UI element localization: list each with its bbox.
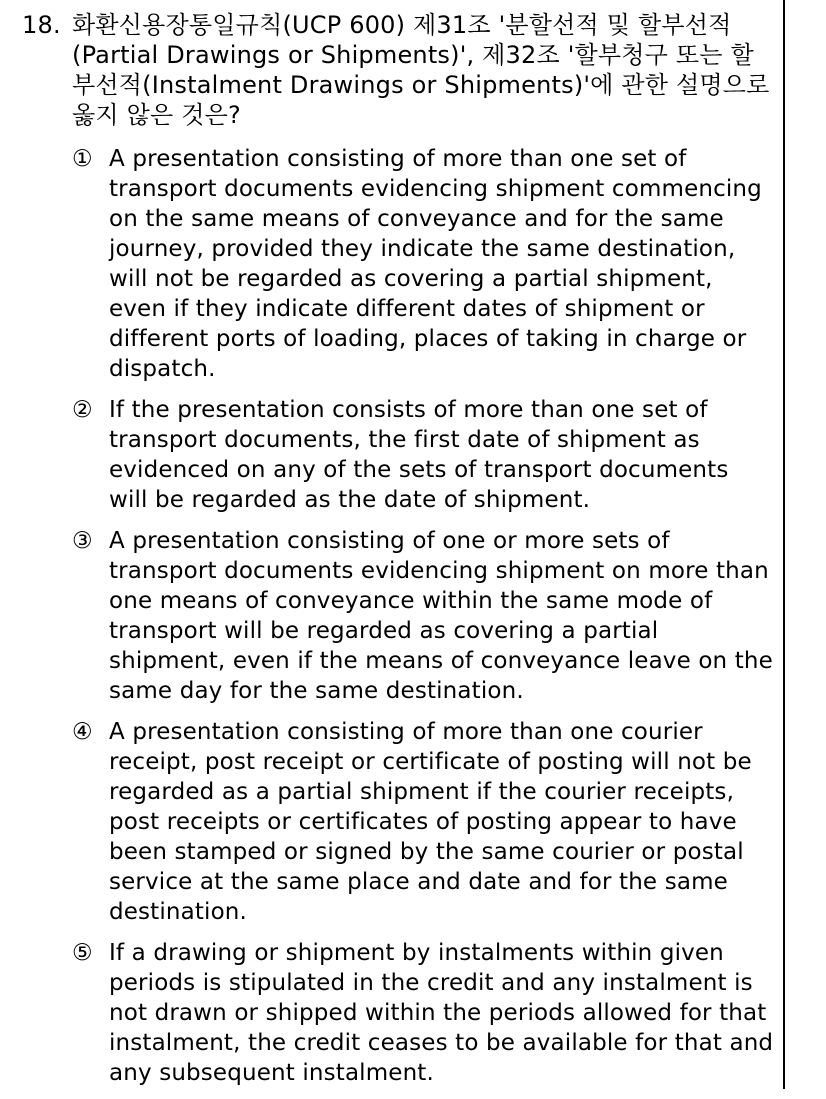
answer-options (22, 144, 774, 1088)
option-number-3: ③ (72, 528, 93, 554)
question-stem (22, 10, 774, 130)
option-text-3: A presentation consisting of one or more sets of transport documents evidencing shipment on more than one means of conveyance within the same mode of transport will be regarded as covering a partial shipment, even if the means of conveyance leave on the same day for the same destination. (109, 528, 773, 704)
answer-option-4[interactable] (72, 717, 774, 927)
option-number-1: ① (72, 146, 93, 172)
question-text: 화환신용장통일규칙(UCP 600) 제31조 '분할선적 및 할부선적(Partial Drawings or Shipments)', 제32조 '할부청구 또는 할부선적(Instalment Drawings or Shipments)'에 관한 설명으로 옳지 않은 것은? (72, 11, 770, 129)
answer-option-2[interactable] (72, 395, 774, 515)
question-18 (22, 10, 774, 1099)
option-text-1: A presentation consisting of more than one set of transport documents evidencing shipment commencing on the same means of conveyance and for the same journey, provided they indicate the same destination, will not be regarded as covering a partial shipment, even if they indicate different dates of shipment or different ports of loading, places of taking in charge or dispatch. (109, 146, 762, 382)
option-number-5: ⑤ (72, 940, 93, 966)
option-number-2: ② (72, 397, 93, 423)
answer-option-3[interactable] (72, 526, 774, 706)
answer-option-5[interactable] (72, 938, 774, 1088)
option-text-4: A presentation consisting of more than one courier receipt, post receipt or certificate of posting will not be regarded as a partial shipment if the courier receipts, post receipts or certificates of posting appear to have been stamped or signed by the same courier or postal service at the same place and date and for the same destination. (109, 719, 752, 925)
question-number: 18. (22, 11, 61, 39)
answer-option-1[interactable] (72, 144, 774, 384)
option-number-4: ④ (72, 719, 93, 745)
option-text-2: If the presentation consists of more than one set of transport documents, the first date of shipment as evidenced on any of the sets of transport documents will be regarded as the date of shipment. (109, 397, 729, 513)
column-divider-line (783, 0, 785, 1089)
option-text-5: If a drawing or shipment by instalments within given periods is stipulated in the credit and any instalment is not drawn or shipped within the periods allowed for that instalment, the credit ceases to be available for that and any subsequent instalment. (109, 940, 774, 1086)
